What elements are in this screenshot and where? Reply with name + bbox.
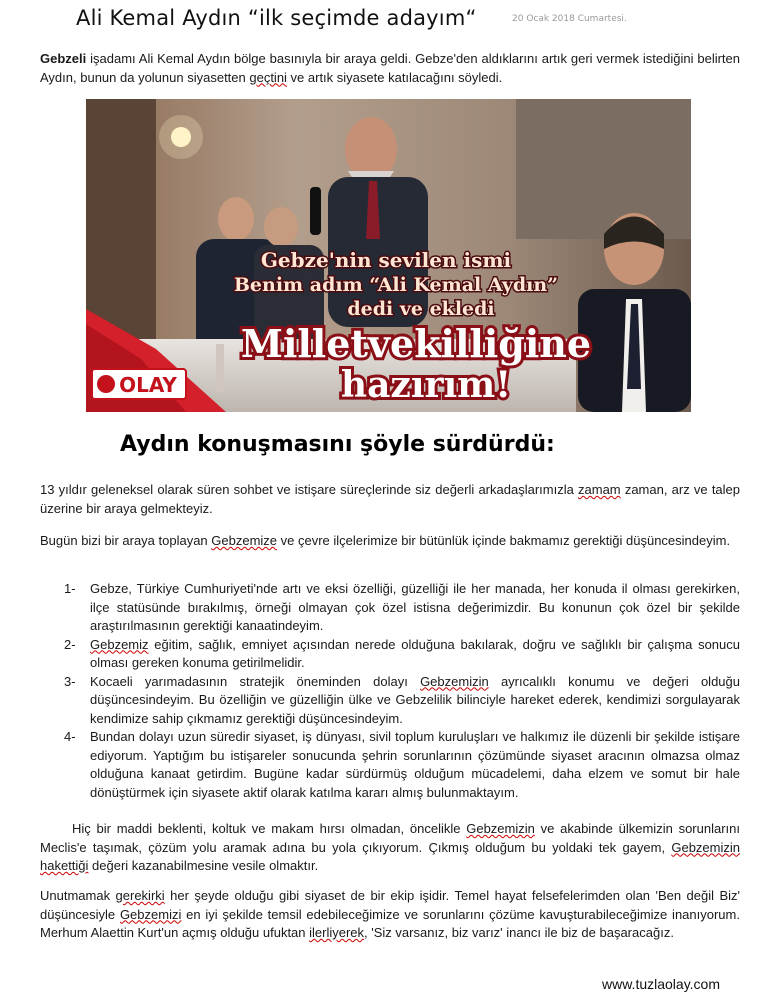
news-photo bbox=[86, 99, 691, 412]
intro-text-end: ve artık siyasete katılacağını söyledi. bbox=[286, 69, 503, 85]
list-text: Gebze, Türkiye Cumhuriyeti'nde artı ve eksi özelliği, güzelliği ile her manada, her konuda il olması gerekirken, ilçe statüsünde bırakılmış, örneği olmayan çok özel istisna değerimizdir. Bu konunun çok özel bir şekilde araştırılmasının gerektiği kanaatindeyim. bbox=[90, 581, 740, 633]
article-date: 20 Ocak 2018 Cumartesi. bbox=[512, 14, 627, 24]
list-text: eğitim, sağlık, emniyet açısından nerede olduğuna bakılarak, doğru ve sağlıklı bir çalışma sonucu olması gereken konuma getirilmelidir. bbox=[90, 636, 740, 670]
misspelled-word: zamam bbox=[578, 482, 621, 497]
p3-text: Hiç bir maddi beklenti, koltuk ve makam hırsı olmadan, öncelikle bbox=[72, 821, 467, 836]
list-item bbox=[40, 580, 740, 636]
photo-caption-line4: Milletvekilliğine bbox=[240, 321, 592, 366]
list-text: Kocaeli yarımadasının stratejik öneminden dolayı bbox=[90, 673, 421, 689]
misspelled-word: Gebzemizin bbox=[466, 821, 535, 836]
p4-text-end: , 'Siz varsanız, biz varız' inancı ile biz de başaracağız. bbox=[364, 925, 674, 940]
list-number: 3- bbox=[64, 673, 76, 689]
misspelled-word: hakettiği bbox=[40, 858, 89, 873]
intro-text: işadamı Ali Kemal Aydın bölge basınıyla bir araya geldi. Gebze'den aldıklarını artık geri vermek istediğini belirten Aydın, bunun da yolunun siyasetten bbox=[40, 51, 740, 85]
p2-text-end: ve çevre ilçelerimize bir bütünlük içinde bakmamız gerektiği düşüncesindeyim. bbox=[277, 533, 731, 548]
list-item bbox=[40, 673, 740, 729]
paragraph-1 bbox=[40, 481, 740, 518]
olay-logo-text: OLAY bbox=[119, 373, 177, 397]
p3-text-end: değeri kazanabilmesine vesile olmaktır. bbox=[88, 858, 319, 873]
photo-caption-line1: Gebze'nin sevilen ismi bbox=[260, 248, 512, 272]
p4-text-mid2: en iyi şekilde temsil edebileceğimize ve sorunlarını çözüme kavuşturabileceğimize inanıyorum. Merhum Alaettin Kurt'un açmış olduğu ufuktan bbox=[40, 906, 740, 940]
photo-caption-line2: Benim adım “Ali Kemal Aydın” bbox=[233, 274, 559, 296]
misspelled-word: gerekirki bbox=[115, 888, 165, 903]
misspelled-word: ilerliyerek bbox=[309, 925, 365, 940]
p1-text: 13 yıldır geleneksel olarak süren sohbet ve istişare süreçlerinde siz değerli arkadaşlarımızla bbox=[40, 482, 579, 497]
p4-text-mid: her şeyde olduğu gibi siyaset de bir ekip işidir. Temel hayat felsefelerimden olan 'Ben değil Biz' düşüncesiyle bbox=[40, 888, 740, 922]
paragraph-4 bbox=[40, 887, 740, 943]
intro-lead: Gebzeli bbox=[40, 51, 87, 66]
article-title: Ali Kemal Aydın “ilk seçimde adayım“ bbox=[76, 6, 477, 30]
list-text-end: ayrıcalıklı konumu ve değeri olduğu düşüncesindeyim. Bu özelliğin ve güzelliğin ülke ve Gebzelilik bilinciyle hareket ederek, kendimizi sorgulayarak kendimize sahip çıkmamız gerektiği düşüncesindeyim. bbox=[90, 673, 740, 726]
list-text: Bundan dolayı uzun süredir siyaset, iş dünyası, sivil toplum kuruluşları ve halkımız ile düzenli bir şekilde istişare ediyorum. Yaptığım bu istişareler sonucunda şehrin sorunlarının çözümünde siyaset aracının olmazsa olmaz olduğuna kanaat getirdim. Bugüne kadar sürdürmüş olduğum mücadelemi, daha elzem ve somut bir hale dönüştürmek için siyasete aktif olarak katılma kararı almış bulunmaktayım. bbox=[90, 729, 740, 800]
misspelled-word: Gebzemizin bbox=[671, 839, 740, 855]
misspelled-word: Gebzemizin bbox=[420, 673, 489, 689]
list-item bbox=[40, 728, 740, 802]
intro-paragraph bbox=[40, 50, 740, 87]
p2-text: Bugün bizi bir araya toplayan bbox=[40, 533, 212, 548]
subheading: Aydın konuşmasını şöyle sürdürdü: bbox=[120, 432, 555, 457]
list-item bbox=[40, 636, 740, 673]
paragraph-3 bbox=[40, 820, 740, 876]
p3-text-mid: ve akabinde ülkemizin sorunlarını Meclis'e taşımak, çözüm yolu aramak adına bu yola çıkıyorum. Çıkmış olduğum bu yoldaki tek gayem, bbox=[40, 821, 740, 855]
photo-caption-line5: hazırım! bbox=[340, 364, 512, 406]
paragraph-2 bbox=[40, 532, 740, 551]
source-url: www.tuzlaolay.com bbox=[602, 976, 721, 992]
photo-caption-line3: dedi ve ekledi bbox=[347, 298, 495, 320]
numbered-list bbox=[40, 580, 740, 802]
misspelled-word: Gebzemize bbox=[211, 533, 278, 548]
photo-illustration bbox=[86, 99, 691, 412]
list-number: 2- bbox=[64, 636, 76, 652]
misspelled-word: Gebzemizi bbox=[119, 906, 182, 922]
list-number: 4- bbox=[64, 729, 76, 744]
p1-text-end: zaman, arz ve talep üzerine bir araya gelmekteyiz. bbox=[40, 482, 741, 516]
list-number: 1- bbox=[64, 581, 76, 596]
misspelled-word: geçtini bbox=[249, 69, 287, 85]
misspelled-word: Gebzemiz bbox=[90, 636, 149, 652]
p4-text: Unutmamak bbox=[40, 888, 116, 903]
